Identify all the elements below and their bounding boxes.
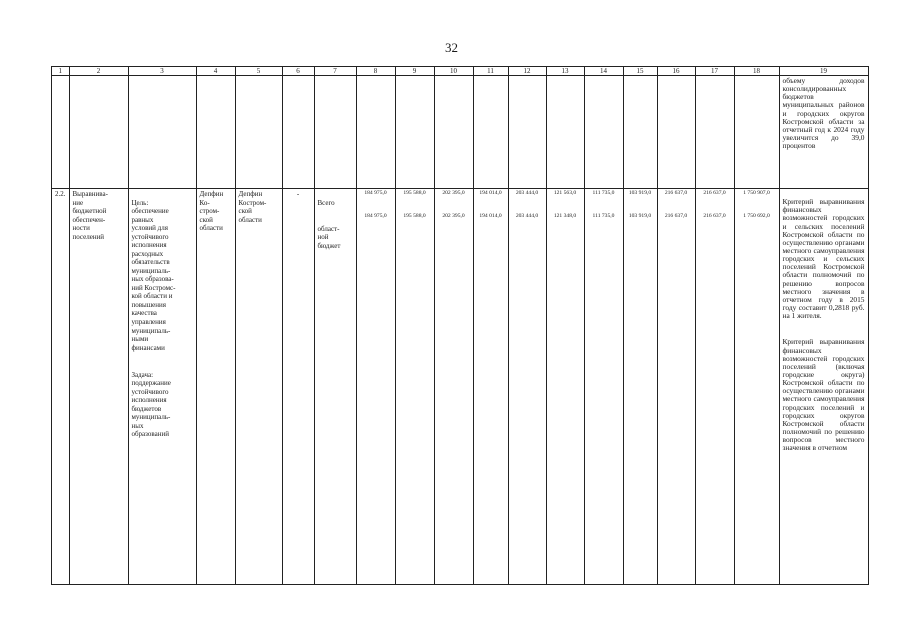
value-cell: [657, 189, 695, 585]
cell: [356, 76, 395, 189]
value-cell: [395, 189, 434, 585]
column-number: 19: [779, 67, 868, 76]
cell: [52, 76, 70, 189]
value-total: 203 444,0: [515, 190, 539, 196]
value-total: 184 975,0: [364, 190, 387, 196]
goal-task-cell: [128, 189, 196, 585]
value-total: 216 637,0: [703, 190, 726, 196]
column-number: 11: [473, 67, 508, 76]
cell: [69, 76, 128, 189]
column-number: 5: [235, 67, 282, 76]
cell: [434, 76, 473, 189]
value-budget: 194 014,0: [479, 212, 502, 219]
measure-name: Выравнива- ние бюджетной обеспечен- ности поселений: [69, 189, 128, 585]
column-number: 13: [546, 67, 584, 76]
column-number: 8: [356, 67, 395, 76]
value-total: 195 588,0: [403, 190, 426, 196]
cell: [623, 76, 657, 189]
value-total: 216 637,0: [664, 190, 688, 196]
indicator-criteria: [779, 189, 868, 585]
value-budget: 1 750 692,0: [743, 212, 770, 219]
page-number: 32: [445, 40, 458, 55]
row-number: 2.2.: [52, 189, 70, 585]
value-total: 1 750 907,0: [743, 190, 770, 196]
value-total: 202 395,0: [442, 190, 465, 196]
measure-row: [52, 189, 869, 585]
continuation-row: [52, 76, 869, 189]
goal-text: Цель: обеспечение равных условий для устойчивого исполнения расходных обязательств муниципаль- ных образова- ний Костромс- кой области и повышения качества управления муниципаль- ными финансами: [131, 198, 176, 352]
value-budget: 195 588,0: [403, 212, 426, 219]
value-cell: [356, 189, 395, 585]
value-total: 194 014,0: [479, 190, 502, 196]
value-budget: 184 975,0: [364, 212, 387, 219]
cell: [546, 76, 584, 189]
column-number: 2: [69, 67, 128, 76]
column-number: 18: [734, 67, 779, 76]
cell: [584, 76, 623, 189]
value-total: 111 735,0: [592, 190, 615, 196]
cell: [508, 76, 546, 189]
funding-total-label: Всего: [317, 198, 335, 207]
value-budget: 202 395,0: [442, 212, 465, 219]
cell: [395, 76, 434, 189]
column-number: 14: [584, 67, 623, 76]
column-number: 12: [508, 67, 546, 76]
value-cell: [695, 189, 734, 585]
criteria-2: Критерий выравнивания финансовых возможностей городских поселений (включая городские округа) Костромской области по осуществлению органами местного самоуправления городских поселений и городских округов Костромской области полномочий по решению вопросов местного значения в отчетном: [782, 337, 865, 453]
column-number: 1: [52, 67, 70, 76]
funding-source: [314, 189, 356, 585]
cell: [235, 76, 282, 189]
cell: [128, 76, 196, 189]
value-cell: [623, 189, 657, 585]
value-cell: [546, 189, 584, 585]
column-number: 10: [434, 67, 473, 76]
value-cell: [734, 189, 779, 585]
column-number: 4: [196, 67, 235, 76]
value-budget: 121 348,0: [553, 212, 577, 219]
column-number: 15: [623, 67, 657, 76]
value-budget: 216 637,0: [664, 212, 688, 219]
column-number: 16: [657, 67, 695, 76]
value-budget: 111 735,0: [592, 212, 615, 219]
task-text: Задача: поддержание устойчивого исполнения бюджетов муниципаль- ных образований: [131, 370, 171, 439]
cell: [734, 76, 779, 189]
col6-dash: -: [282, 189, 314, 585]
cell: [314, 76, 356, 189]
value-cell: [584, 189, 623, 585]
responsible-executor: Депфин Ко- стром- ской области: [196, 189, 235, 585]
value-cell: [508, 189, 546, 585]
cell: [473, 76, 508, 189]
column-number: 3: [128, 67, 196, 76]
value-total: 103 919,0: [628, 190, 652, 196]
value-cell: [473, 189, 508, 585]
cell: [657, 76, 695, 189]
column-number: 6: [282, 67, 314, 76]
value-budget: 103 919,0: [628, 212, 652, 219]
funding-budget-label: област- ной бюджет: [317, 224, 341, 250]
cell: [196, 76, 235, 189]
indicator-continuation: объему доходов консолидированных бюджетов муниципальных районов и городских округов Костромской области за отчетный год к 2024 году увеличится до 39,0 процентов: [779, 76, 868, 189]
column-number-row: [52, 67, 869, 76]
column-number: 7: [314, 67, 356, 76]
cell: [695, 76, 734, 189]
column-number: 9: [395, 67, 434, 76]
co-executor: Депфин Костром- ской области: [235, 189, 282, 585]
cell: [282, 76, 314, 189]
value-budget: 203 444,0: [515, 212, 539, 219]
value-cell: [434, 189, 473, 585]
column-number: 17: [695, 67, 734, 76]
value-budget: 216 637,0: [703, 212, 726, 219]
value-total: 121 563,0: [553, 190, 577, 196]
criteria-1: Критерий выравнивания финансовых возможностей городских и сельских поселений Костромской области по осуществлению органами местного самоуправления городских и сельских поселений Костромской области полномочий по решению вопросов местного значения в отчетном году в 2015 году составит 0,2818 руб. на 1 жителя.: [782, 197, 865, 321]
budget-table: [51, 66, 869, 585]
